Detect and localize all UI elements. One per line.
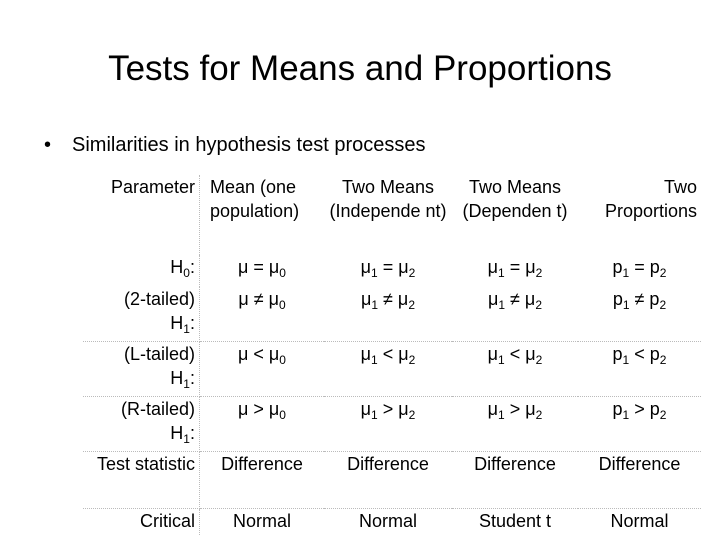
cell-subscript: 1 — [622, 298, 630, 312]
comparison-table — [83, 175, 701, 535]
table-row-h0 — [83, 255, 701, 287]
cell-operator: > μ — [377, 399, 409, 419]
cell-subscript: 2 — [535, 408, 543, 422]
cell-two-tailed-dependent — [452, 287, 578, 342]
cell-subscript: 2 — [659, 408, 667, 422]
cell-subscript: 2 — [408, 353, 416, 367]
cell-test-mean-one: Difference — [200, 452, 325, 509]
cell-symbol: p — [612, 289, 623, 309]
cell-symbol: μ — [487, 399, 499, 419]
cell-subscript: 1 — [371, 298, 379, 312]
label-tail-type: (R-tailed) — [120, 399, 195, 419]
cell-symbol: μ > μ — [238, 399, 280, 419]
cell-test-dependent: Difference — [452, 452, 578, 509]
row-label-two-tailed — [83, 287, 200, 342]
cell-test-proportions: Difference — [578, 452, 701, 509]
cell-operator: < μ — [377, 344, 409, 364]
cell-subscript: 2 — [659, 298, 667, 312]
label-subscript: 1 — [183, 432, 190, 446]
table-row-l-tailed — [83, 342, 701, 397]
row-label-r-tailed — [83, 397, 200, 452]
cell-symbol: μ — [360, 289, 372, 309]
cell-symbol: p — [612, 344, 623, 364]
cell-subscript: 1 — [622, 408, 630, 422]
cell-subscript: 1 — [622, 266, 630, 280]
label-tail-type: (L-tailed) — [123, 344, 195, 364]
cell-subscript: 1 — [498, 298, 506, 312]
cell-subscript: 0 — [278, 298, 286, 312]
header-two-means-independent: Two Means (Independe nt) — [329, 177, 447, 221]
cell-h0-dependent — [452, 255, 578, 287]
row-label-h0 — [83, 255, 200, 287]
cell-h0-proportions — [578, 255, 701, 287]
cell-critical-mean-one: Normal — [232, 511, 291, 531]
cell-subscript: 1 — [498, 266, 505, 280]
label-subscript: 1 — [183, 377, 190, 391]
header-two-proportions: Two Proportions — [604, 177, 697, 221]
cell-subscript: 2 — [535, 298, 542, 312]
cell-l-tailed-dependent — [452, 342, 578, 397]
label-h-letter: H — [170, 368, 184, 388]
label-colon: : — [189, 313, 195, 333]
header-mean-one: Mean (one population) — [210, 177, 300, 221]
row-label-test-statistic: Test statistic — [83, 452, 200, 509]
cell-symbol: μ — [360, 257, 372, 277]
cell-subscript: 0 — [279, 266, 286, 280]
cell-subscript: 2 — [535, 266, 543, 280]
cell-subscript: 2 — [408, 266, 416, 280]
cell-subscript: 1 — [498, 353, 505, 367]
cell-subscript: 2 — [408, 408, 416, 422]
cell-subscript: 2 — [659, 353, 667, 367]
cell-subscript: 0 — [279, 353, 286, 367]
label-h-letter: H — [170, 257, 184, 277]
label-subscript: 1 — [183, 322, 190, 336]
cell-operator: ≠ p — [629, 289, 660, 309]
cell-operator: ≠ μ — [505, 289, 536, 309]
cell-operator: ≠ μ — [378, 289, 409, 309]
label-colon: : — [189, 423, 195, 443]
cell-operator: < p — [629, 344, 660, 364]
table-row-r-tailed — [83, 397, 701, 452]
cell-symbol: μ — [360, 344, 372, 364]
cell-operator: > p — [629, 399, 660, 419]
bullet-item — [44, 132, 425, 158]
cell-subscript: 1 — [371, 408, 378, 422]
cell-h0-mean-one — [200, 255, 325, 287]
header-parameter: Parameter — [83, 175, 200, 255]
cell-symbol: μ — [487, 289, 499, 309]
label-h-letter: H — [170, 423, 184, 443]
table-header-row — [83, 175, 701, 255]
label-colon: : — [189, 257, 195, 277]
cell-critical-dependent: Student t — [478, 511, 552, 531]
cell-subscript: 2 — [408, 298, 415, 312]
cell-operator: < μ — [504, 344, 536, 364]
cell-operator: = μ — [504, 257, 536, 277]
cell-symbol: μ — [487, 257, 499, 277]
cell-r-tailed-proportions — [578, 397, 701, 452]
cell-operator: > μ — [504, 399, 536, 419]
cell-l-tailed-proportions — [578, 342, 701, 397]
cell-symbol: μ ≠ μ — [238, 289, 279, 309]
cell-symbol: μ — [487, 344, 499, 364]
header-two-means-dependent: Two Means (Dependen t) — [462, 177, 568, 221]
label-subscript: 0 — [183, 266, 190, 280]
cell-subscript: 1 — [498, 408, 505, 422]
cell-subscript: 2 — [659, 266, 667, 280]
cell-two-tailed-mean-one — [200, 287, 325, 342]
cell-two-tailed-proportions — [578, 287, 701, 342]
cell-r-tailed-mean-one — [200, 397, 325, 452]
cell-operator: = p — [629, 257, 660, 277]
label-h-letter: H — [170, 313, 184, 333]
cell-subscript: 1 — [622, 353, 630, 367]
table-row-test-statistic — [83, 452, 701, 509]
cell-r-tailed-independent — [324, 397, 452, 452]
cell-two-tailed-independent — [324, 287, 452, 342]
cell-l-tailed-independent — [324, 342, 452, 397]
cell-test-independent: Difference — [324, 452, 452, 509]
cell-critical-proportions: Normal — [610, 511, 669, 531]
cell-l-tailed-mean-one — [200, 342, 325, 397]
cell-symbol: μ < μ — [238, 344, 280, 364]
label-colon: : — [189, 368, 195, 388]
row-label-critical: Critical — [83, 509, 200, 536]
table-row-two-tailed — [83, 287, 701, 342]
label-tail-type: (2-tailed) — [123, 289, 195, 309]
cell-critical-independent: Normal — [358, 511, 417, 531]
row-label-l-tailed — [83, 342, 200, 397]
cell-subscript: 1 — [371, 266, 378, 280]
cell-symbol: p — [612, 399, 623, 419]
cell-h0-independent — [324, 255, 452, 287]
cell-subscript: 0 — [279, 408, 286, 422]
cell-symbol: p — [612, 257, 623, 277]
table-row-critical — [83, 509, 701, 536]
cell-operator: = μ — [377, 257, 409, 277]
slide-title: Tests for Means and Proportions — [108, 49, 612, 88]
cell-symbol: μ = μ — [238, 257, 280, 277]
bullet-dot: • — [44, 134, 52, 156]
cell-subscript: 1 — [371, 353, 378, 367]
cell-r-tailed-dependent — [452, 397, 578, 452]
cell-subscript: 2 — [535, 353, 543, 367]
cell-symbol: μ — [360, 399, 372, 419]
bullet-text: Similarities in hypothesis test processes — [72, 134, 426, 156]
